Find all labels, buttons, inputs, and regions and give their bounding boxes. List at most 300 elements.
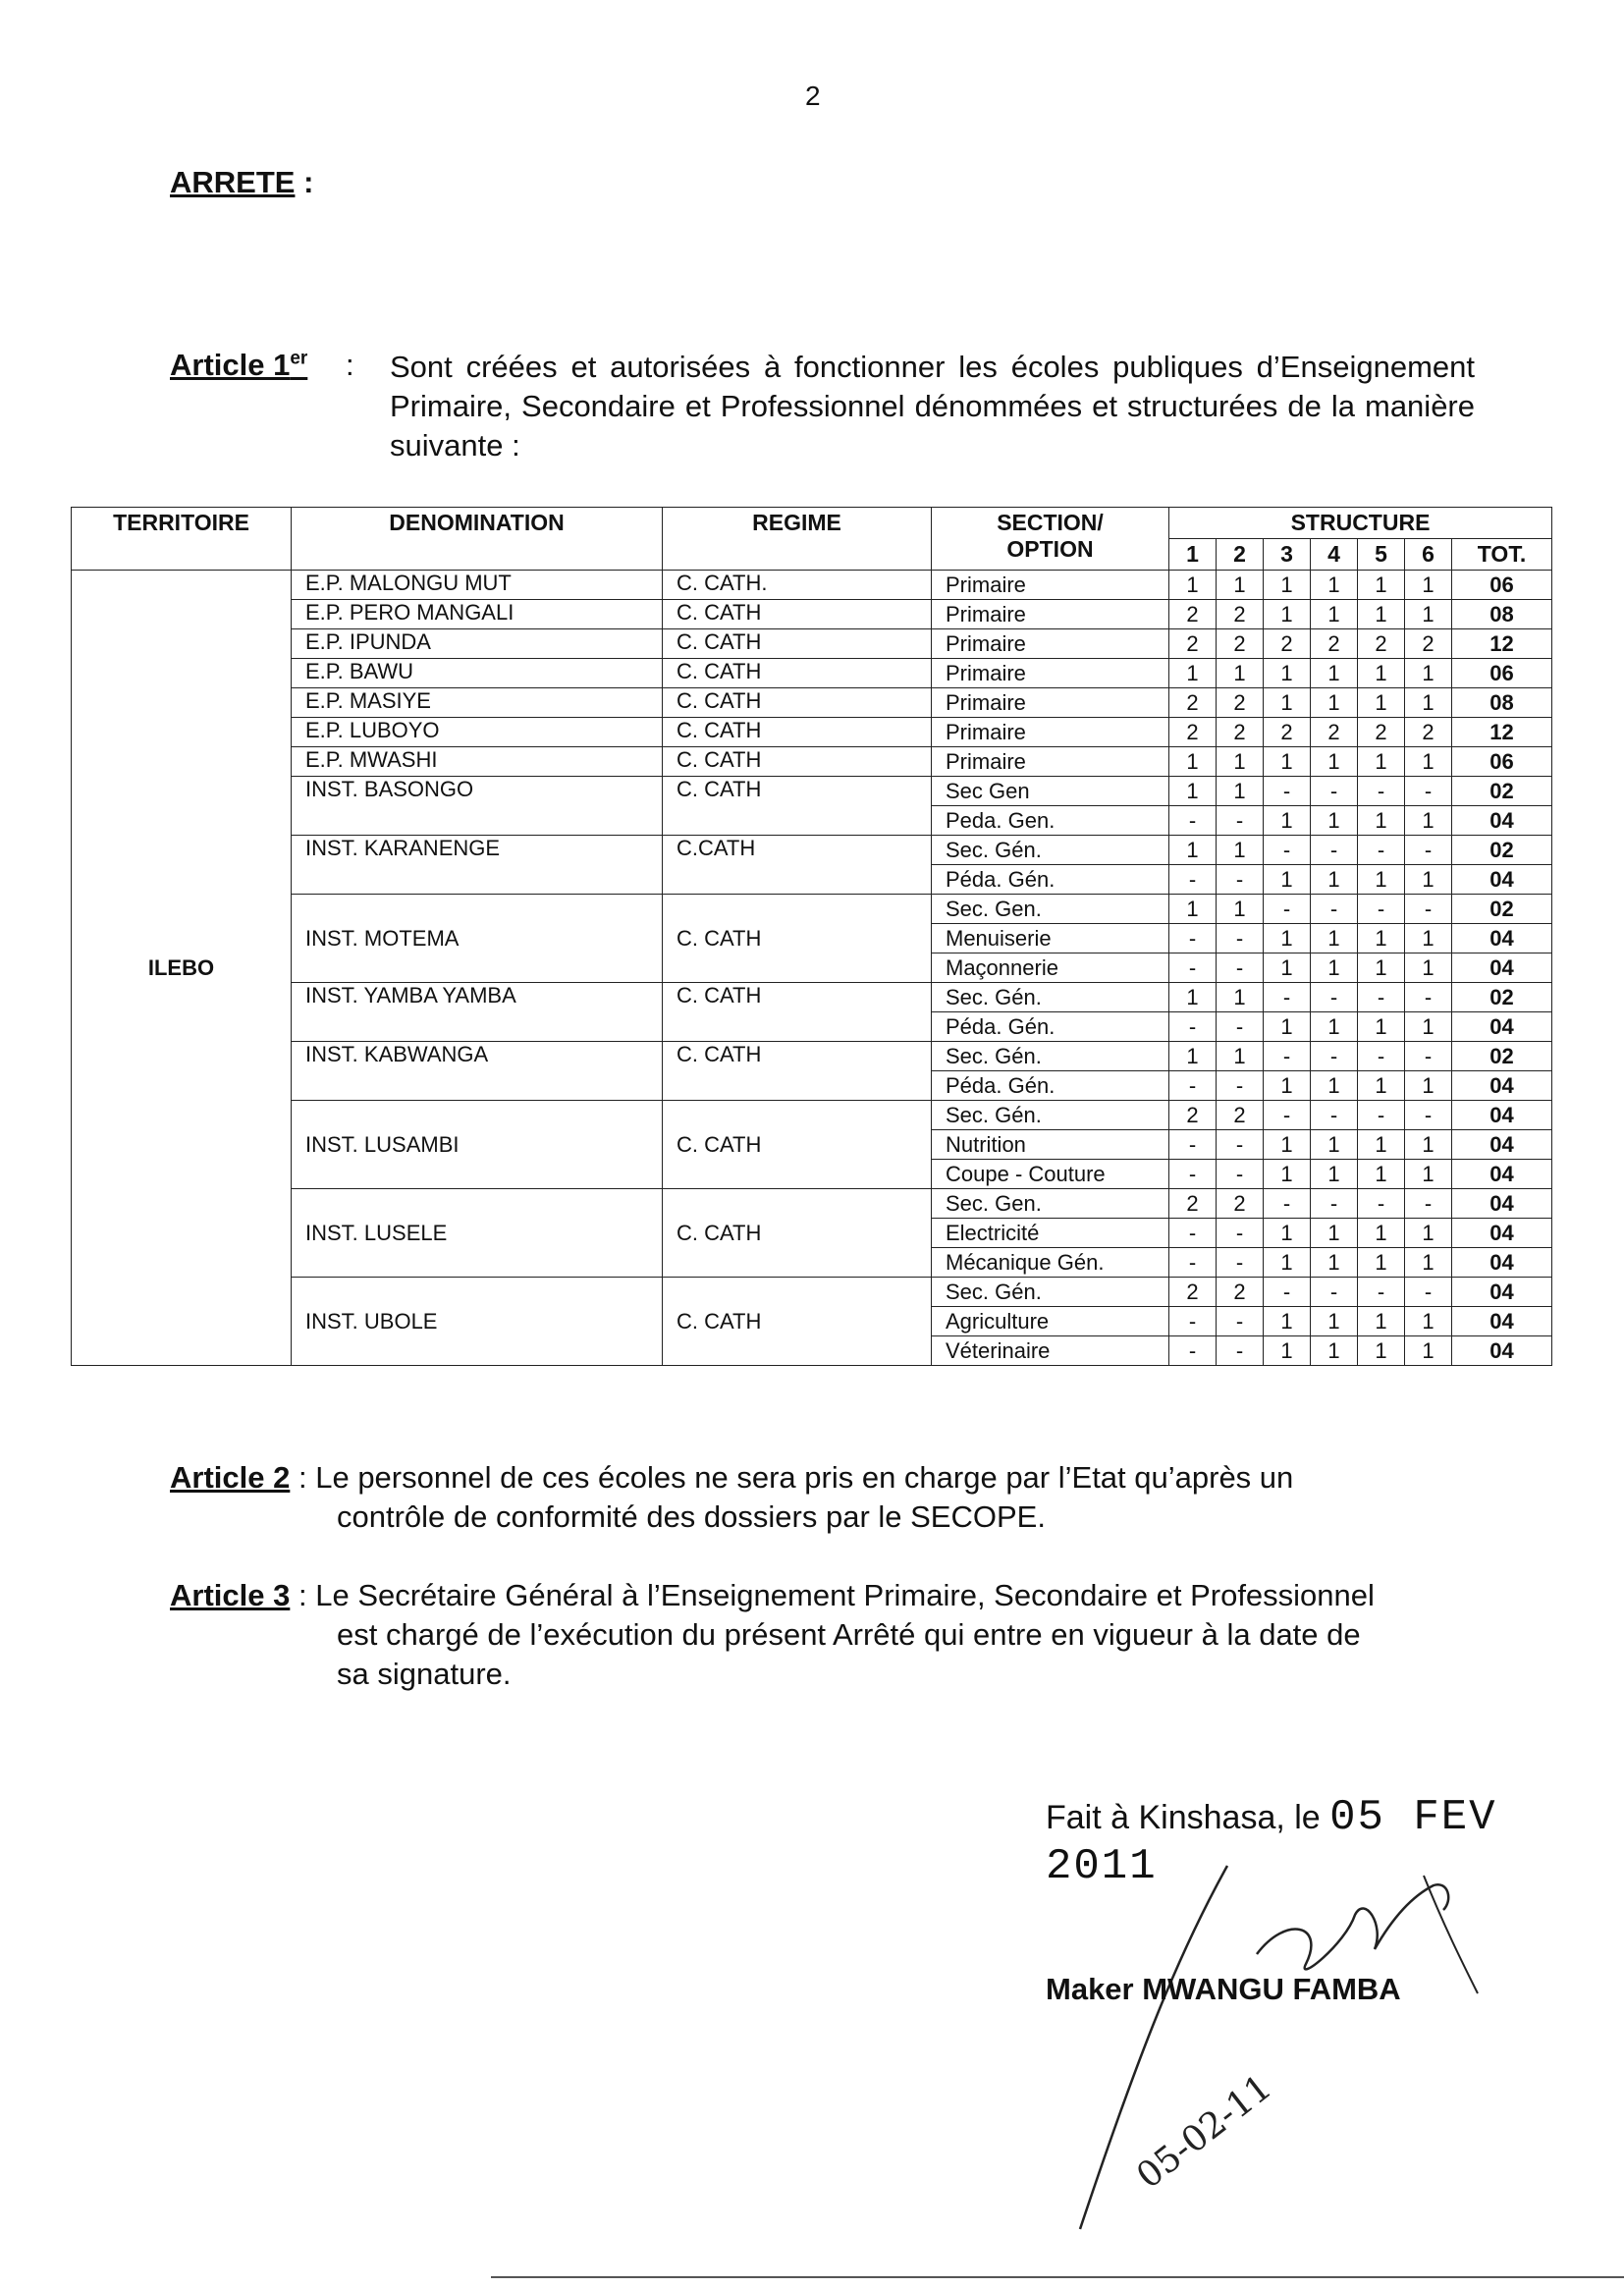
structure-value-cell: 1 xyxy=(1264,806,1311,836)
structure-value-cell: 2 xyxy=(1217,718,1264,747)
structure-value-cell: 2 xyxy=(1169,718,1217,747)
structure-value-cell: - xyxy=(1169,1130,1217,1160)
section-option-cell: Sec. Gen. xyxy=(932,895,1169,924)
structure-value-cell: 1 xyxy=(1358,747,1405,777)
signer-name: Maker MWANGU FAMBA xyxy=(1046,1972,1401,2006)
structure-value-cell: - xyxy=(1169,806,1217,836)
total-cell: 12 xyxy=(1452,718,1552,747)
regime-cell: C. CATH xyxy=(663,718,932,747)
regime-cell: C. CATH xyxy=(663,895,932,983)
school-name-cell: E.P. IPUNDA xyxy=(292,629,663,659)
article3-line3: sa signature. xyxy=(337,1657,512,1691)
structure-value-cell: 1 xyxy=(1405,1336,1452,1366)
section-option-cell: Péda. Gén. xyxy=(932,865,1169,895)
structure-value-cell: 2 xyxy=(1311,718,1358,747)
header-section-line1: SECTION/ xyxy=(997,510,1104,535)
structure-value-cell: 1 xyxy=(1264,1336,1311,1366)
structure-value-cell: 1 xyxy=(1217,659,1264,688)
structure-value-cell: 1 xyxy=(1405,924,1452,953)
section-option-cell: Véterinaire xyxy=(932,1336,1169,1366)
total-cell: 04 xyxy=(1452,1160,1552,1189)
article2-line1: Le personnel de ces écoles ne sera pris en charge par l’Etat qu’après un xyxy=(315,1460,1294,1495)
structure-value-cell: 1 xyxy=(1169,747,1217,777)
structure-value-cell: 2 xyxy=(1405,629,1452,659)
structure-value-cell: 1 xyxy=(1311,1160,1358,1189)
structure-value-cell: - xyxy=(1405,983,1452,1012)
structure-value-cell: 1 xyxy=(1311,571,1358,600)
total-cell: 02 xyxy=(1452,1042,1552,1071)
structure-value-cell: 1 xyxy=(1311,806,1358,836)
structure-value-cell: 2 xyxy=(1169,629,1217,659)
structure-value-cell: 1 xyxy=(1264,1012,1311,1042)
table-row xyxy=(72,1101,1552,1130)
structure-value-cell: - xyxy=(1405,836,1452,865)
structure-value-cell: 2 xyxy=(1358,629,1405,659)
school-name-cell: INST. LUSELE xyxy=(292,1189,663,1278)
handwritten-date: 05-02-11 xyxy=(1129,2067,1280,2198)
structure-value-cell: - xyxy=(1358,836,1405,865)
table-row xyxy=(72,747,1552,777)
structure-value-cell: 2 xyxy=(1169,1189,1217,1219)
structure-value-cell: 1 xyxy=(1217,895,1264,924)
section-option-cell: Primaire xyxy=(932,688,1169,718)
structure-value-cell: 1 xyxy=(1217,836,1264,865)
regime-cell: C. CATH. xyxy=(663,571,932,600)
school-name-cell: INST. MOTEMA xyxy=(292,895,663,983)
structure-value-cell: 1 xyxy=(1311,600,1358,629)
structure-value-cell: 1 xyxy=(1311,1336,1358,1366)
structure-value-cell: 1 xyxy=(1311,1248,1358,1278)
header-structure-col: 1 xyxy=(1169,539,1217,571)
structure-value-cell: - xyxy=(1311,1278,1358,1307)
structure-value-cell: 1 xyxy=(1358,659,1405,688)
structure-value-cell: - xyxy=(1264,1278,1311,1307)
structure-value-cell: 1 xyxy=(1264,600,1311,629)
structure-value-cell: - xyxy=(1169,1336,1217,1366)
structure-value-cell: - xyxy=(1311,895,1358,924)
table-row xyxy=(72,571,1552,600)
page-number: 2 xyxy=(805,81,821,111)
structure-value-cell: 1 xyxy=(1405,747,1452,777)
structure-value-cell: - xyxy=(1264,1101,1311,1130)
structure-value-cell: - xyxy=(1405,895,1452,924)
total-cell: 04 xyxy=(1452,1101,1552,1130)
table-row xyxy=(72,836,1552,865)
heading-colon: : xyxy=(303,165,314,199)
structure-value-cell: - xyxy=(1217,1307,1264,1336)
school-name-cell: INST. BASONGO xyxy=(292,777,663,836)
structure-value-cell: 1 xyxy=(1405,571,1452,600)
structure-value-cell: - xyxy=(1311,1189,1358,1219)
structure-value-cell: - xyxy=(1264,983,1311,1012)
regime-cell: C. CATH xyxy=(663,983,932,1042)
heading-text: ARRETE xyxy=(170,165,296,199)
structure-value-cell: 1 xyxy=(1311,1071,1358,1101)
structure-value-cell: 2 xyxy=(1217,688,1264,718)
structure-value-cell: 1 xyxy=(1405,1219,1452,1248)
header-section-option xyxy=(932,508,1169,571)
total-cell: 06 xyxy=(1452,571,1552,600)
structure-value-cell: 1 xyxy=(1405,688,1452,718)
structure-value-cell: 2 xyxy=(1264,718,1311,747)
structure-value-cell: - xyxy=(1311,1042,1358,1071)
section-option-cell: Mécanique Gén. xyxy=(932,1248,1169,1278)
place-text: Fait à Kinshasa, le xyxy=(1046,1799,1321,1836)
table-row xyxy=(72,983,1552,1012)
article3 xyxy=(170,1576,1486,1694)
structure-value-cell: - xyxy=(1358,777,1405,806)
section-option-cell: Sec. Gén. xyxy=(932,836,1169,865)
structure-value-cell: 1 xyxy=(1264,953,1311,983)
section-option-cell: Sec Gen xyxy=(932,777,1169,806)
section-option-cell: Electricité xyxy=(932,1219,1169,1248)
structure-value-cell: - xyxy=(1169,1160,1217,1189)
structure-value-cell: 1 xyxy=(1264,659,1311,688)
section-option-cell: Primaire xyxy=(932,718,1169,747)
school-name-cell: INST. KABWANGA xyxy=(292,1042,663,1101)
table-row xyxy=(72,1042,1552,1071)
structure-value-cell: 2 xyxy=(1405,718,1452,747)
structure-value-cell: 1 xyxy=(1358,924,1405,953)
school-name-cell: INST. LUSAMBI xyxy=(292,1101,663,1189)
section-option-cell: Primaire xyxy=(932,659,1169,688)
structure-value-cell: 1 xyxy=(1311,747,1358,777)
structure-value-cell: - xyxy=(1217,924,1264,953)
structure-value-cell: - xyxy=(1169,924,1217,953)
total-cell: 04 xyxy=(1452,1336,1552,1366)
total-cell: 12 xyxy=(1452,629,1552,659)
article3-line1: Le Secrétaire Général à l’Enseignement Primaire, Secondaire et Professionnel xyxy=(315,1578,1375,1612)
structure-value-cell: - xyxy=(1217,1071,1264,1101)
section-option-cell: Agriculture xyxy=(932,1307,1169,1336)
header-denomination: DENOMINATION xyxy=(292,508,663,571)
structure-value-cell: 2 xyxy=(1358,718,1405,747)
regime-cell: C. CATH xyxy=(663,1189,932,1278)
header-territoire: TERRITOIRE xyxy=(72,508,292,571)
regime-cell: C. CATH xyxy=(663,1042,932,1101)
structure-value-cell: - xyxy=(1169,865,1217,895)
structure-value-cell: 1 xyxy=(1358,865,1405,895)
header-section-line2: OPTION xyxy=(1006,536,1094,562)
regime-cell: C.CATH xyxy=(663,836,932,895)
section-option-cell: Péda. Gén. xyxy=(932,1071,1169,1101)
table-row xyxy=(72,777,1552,806)
table-row xyxy=(72,1189,1552,1219)
section-option-cell: Sec. Gen. xyxy=(932,1189,1169,1219)
school-name-cell: E.P. BAWU xyxy=(292,659,663,688)
structure-value-cell: - xyxy=(1264,1042,1311,1071)
structure-value-cell: 1 xyxy=(1264,924,1311,953)
school-name-cell: E.P. MALONGU MUT xyxy=(292,571,663,600)
structure-value-cell: 1 xyxy=(1311,659,1358,688)
total-cell: 08 xyxy=(1452,600,1552,629)
structure-value-cell: 1 xyxy=(1358,1071,1405,1101)
structure-value-cell: - xyxy=(1217,1012,1264,1042)
structure-value-cell: 1 xyxy=(1405,865,1452,895)
section-option-cell: Primaire xyxy=(932,747,1169,777)
table-row xyxy=(72,659,1552,688)
regime-cell: C. CATH xyxy=(663,629,932,659)
structure-value-cell: 1 xyxy=(1311,1219,1358,1248)
table-row xyxy=(72,718,1552,747)
structure-value-cell: 1 xyxy=(1358,1130,1405,1160)
structure-value-cell: - xyxy=(1311,836,1358,865)
school-name-cell: E.P. MWASHI xyxy=(292,747,663,777)
structure-value-cell: 1 xyxy=(1311,924,1358,953)
structure-value-cell: 1 xyxy=(1405,1248,1452,1278)
structure-value-cell: 1 xyxy=(1264,688,1311,718)
heading-arrete xyxy=(170,165,313,200)
structure-value-cell: 1 xyxy=(1358,1160,1405,1189)
structure-value-cell: 1 xyxy=(1405,953,1452,983)
structure-value-cell: - xyxy=(1217,1336,1264,1366)
structure-value-cell: - xyxy=(1405,1189,1452,1219)
table-row xyxy=(72,895,1552,924)
structure-value-cell: 1 xyxy=(1311,1012,1358,1042)
structure-value-cell: 1 xyxy=(1264,747,1311,777)
structure-value-cell: 1 xyxy=(1358,1012,1405,1042)
article3-colon: : xyxy=(298,1578,307,1612)
structure-value-cell: - xyxy=(1169,1307,1217,1336)
structure-value-cell: 2 xyxy=(1264,629,1311,659)
structure-value-cell: - xyxy=(1217,1219,1264,1248)
territory-cell: ILEBO xyxy=(72,571,292,1366)
total-cell: 04 xyxy=(1452,1012,1552,1042)
structure-value-cell: 1 xyxy=(1264,571,1311,600)
structure-value-cell: 1 xyxy=(1217,747,1264,777)
total-cell: 04 xyxy=(1452,1189,1552,1219)
structure-value-cell: 1 xyxy=(1358,1307,1405,1336)
section-option-cell: Peda. Gen. xyxy=(932,806,1169,836)
structure-value-cell: - xyxy=(1358,895,1405,924)
structure-value-cell: - xyxy=(1169,1219,1217,1248)
header-structure: STRUCTURE xyxy=(1169,508,1552,539)
school-name-cell: INST. UBOLE xyxy=(292,1278,663,1366)
structure-value-cell: - xyxy=(1217,953,1264,983)
section-option-cell: Sec. Gén. xyxy=(932,1042,1169,1071)
structure-value-cell: - xyxy=(1264,836,1311,865)
structure-value-cell: 1 xyxy=(1264,1130,1311,1160)
total-cell: 04 xyxy=(1452,1071,1552,1101)
section-option-cell: Maçonnerie xyxy=(932,953,1169,983)
structure-value-cell: 1 xyxy=(1169,836,1217,865)
school-name-cell: INST. KARANENGE xyxy=(292,836,663,895)
structure-value-cell: - xyxy=(1311,1101,1358,1130)
total-cell: 04 xyxy=(1452,924,1552,953)
structure-value-cell: 1 xyxy=(1358,688,1405,718)
structure-value-cell: 1 xyxy=(1169,659,1217,688)
structure-value-cell: 1 xyxy=(1405,1071,1452,1101)
section-option-cell: Coupe - Couture xyxy=(932,1160,1169,1189)
structure-value-cell: - xyxy=(1405,777,1452,806)
structure-value-cell: - xyxy=(1217,1160,1264,1189)
structure-value-cell: 1 xyxy=(1311,953,1358,983)
structure-value-cell: - xyxy=(1264,1189,1311,1219)
structure-value-cell: 1 xyxy=(1405,659,1452,688)
structure-value-cell: 2 xyxy=(1311,629,1358,659)
header-regime: REGIME xyxy=(663,508,932,571)
article1-text: Sont créées et autorisées à fonctionner les écoles publiques d’Enseignement Primaire, Secondaire et Professionnel dénommées et structurées de la manière suivante : xyxy=(390,350,1475,463)
bottom-divider xyxy=(491,2276,1624,2278)
article3-label: Article 3 xyxy=(170,1578,291,1612)
total-cell: 06 xyxy=(1452,747,1552,777)
article1-colon: : xyxy=(346,348,354,382)
structure-value-cell: 1 xyxy=(1405,1160,1452,1189)
regime-cell: C. CATH xyxy=(663,747,932,777)
structure-value-cell: - xyxy=(1264,895,1311,924)
total-cell: 04 xyxy=(1452,865,1552,895)
structure-value-cell: 1 xyxy=(1358,953,1405,983)
article1-label xyxy=(170,348,307,383)
total-cell: 04 xyxy=(1452,806,1552,836)
total-cell: 02 xyxy=(1452,895,1552,924)
structure-value-cell: 1 xyxy=(1169,777,1217,806)
header-structure-col: 6 xyxy=(1405,539,1452,571)
structure-value-cell: - xyxy=(1405,1042,1452,1071)
table-row xyxy=(72,600,1552,629)
total-cell: 06 xyxy=(1452,659,1552,688)
total-cell: 02 xyxy=(1452,983,1552,1012)
structure-value-cell: - xyxy=(1217,1248,1264,1278)
structure-value-cell: - xyxy=(1358,1042,1405,1071)
school-name-cell: INST. YAMBA YAMBA xyxy=(292,983,663,1042)
structure-value-cell: 1 xyxy=(1405,1130,1452,1160)
structure-value-cell: 1 xyxy=(1264,1160,1311,1189)
structure-value-cell: 2 xyxy=(1217,600,1264,629)
structure-value-cell: 1 xyxy=(1358,571,1405,600)
header-structure-col: TOT. xyxy=(1452,539,1552,571)
structure-value-cell: 1 xyxy=(1311,1307,1358,1336)
table-row xyxy=(72,629,1552,659)
header-structure-col: 4 xyxy=(1311,539,1358,571)
regime-cell: C. CATH xyxy=(663,600,932,629)
structure-value-cell: - xyxy=(1358,1278,1405,1307)
header-structure-col: 3 xyxy=(1264,539,1311,571)
structure-value-cell: 1 xyxy=(1358,806,1405,836)
section-option-cell: Menuiserie xyxy=(932,924,1169,953)
structure-value-cell: 1 xyxy=(1264,1071,1311,1101)
section-option-cell: Sec. Gén. xyxy=(932,1278,1169,1307)
school-name-cell: E.P. PERO MANGALI xyxy=(292,600,663,629)
structure-value-cell: 1 xyxy=(1217,777,1264,806)
total-cell: 04 xyxy=(1452,953,1552,983)
total-cell: 04 xyxy=(1452,1307,1552,1336)
structure-value-cell: - xyxy=(1217,806,1264,836)
structure-value-cell: - xyxy=(1358,1189,1405,1219)
total-cell: 04 xyxy=(1452,1278,1552,1307)
structure-value-cell: - xyxy=(1405,1278,1452,1307)
total-cell: 02 xyxy=(1452,777,1552,806)
structure-value-cell: 2 xyxy=(1217,1278,1264,1307)
structure-value-cell: 1 xyxy=(1405,806,1452,836)
structure-value-cell: 2 xyxy=(1169,688,1217,718)
structure-value-cell: 2 xyxy=(1217,629,1264,659)
article2-colon: : xyxy=(298,1460,307,1495)
structure-value-cell: - xyxy=(1358,1101,1405,1130)
structure-value-cell: 1 xyxy=(1405,1012,1452,1042)
regime-cell: C. CATH xyxy=(663,688,932,718)
structure-value-cell: 1 xyxy=(1358,600,1405,629)
structure-value-cell: 1 xyxy=(1264,1248,1311,1278)
school-name-cell: E.P. LUBOYO xyxy=(292,718,663,747)
structure-value-cell: 1 xyxy=(1217,571,1264,600)
structure-value-cell: 1 xyxy=(1311,865,1358,895)
structure-value-cell: 1 xyxy=(1264,1307,1311,1336)
structure-value-cell: 1 xyxy=(1169,895,1217,924)
structure-value-cell: - xyxy=(1169,1012,1217,1042)
regime-cell: C. CATH xyxy=(663,1278,932,1366)
section-option-cell: Sec. Gén. xyxy=(932,1101,1169,1130)
structure-value-cell: 1 xyxy=(1169,1042,1217,1071)
date-stamp: 05 FEV 2011 xyxy=(1046,1793,1497,1891)
section-option-cell: Nutrition xyxy=(932,1130,1169,1160)
structure-value-cell: 1 xyxy=(1311,1130,1358,1160)
structure-value-cell: - xyxy=(1217,1130,1264,1160)
structure-value-cell: - xyxy=(1358,983,1405,1012)
structure-value-cell: 1 xyxy=(1405,600,1452,629)
section-option-cell: Péda. Gén. xyxy=(932,1012,1169,1042)
structure-value-cell: 1 xyxy=(1169,571,1217,600)
regime-cell: C. CATH xyxy=(663,1101,932,1189)
section-option-cell: Primaire xyxy=(932,600,1169,629)
article2 xyxy=(170,1458,1486,1537)
article3-line2: est chargé de l’exécution du présent Arrêté qui entre en vigueur à la date de xyxy=(337,1617,1361,1652)
structure-value-cell: - xyxy=(1405,1101,1452,1130)
regime-cell: C. CATH xyxy=(663,659,932,688)
section-option-cell: Sec. Gén. xyxy=(932,983,1169,1012)
structure-value-cell: 1 xyxy=(1358,1219,1405,1248)
total-cell: 04 xyxy=(1452,1219,1552,1248)
structure-value-cell: 1 xyxy=(1311,688,1358,718)
total-cell: 04 xyxy=(1452,1130,1552,1160)
total-cell: 08 xyxy=(1452,688,1552,718)
regime-cell: C. CATH xyxy=(663,777,932,836)
section-option-cell: Primaire xyxy=(932,571,1169,600)
structure-value-cell: 1 xyxy=(1264,865,1311,895)
total-cell: 02 xyxy=(1452,836,1552,865)
structure-value-cell: - xyxy=(1217,865,1264,895)
structure-value-cell: 1 xyxy=(1358,1248,1405,1278)
structure-value-cell: 2 xyxy=(1169,600,1217,629)
article1-label-text: Article 1 xyxy=(170,348,291,382)
total-cell: 04 xyxy=(1452,1248,1552,1278)
structure-value-cell: - xyxy=(1311,983,1358,1012)
handwritten-signature xyxy=(1060,1856,1512,2268)
structure-value-cell: - xyxy=(1169,1071,1217,1101)
table-row xyxy=(72,1278,1552,1307)
article2-label: Article 2 xyxy=(170,1460,291,1495)
structure-value-cell: 1 xyxy=(1169,983,1217,1012)
structure-value-cell: 2 xyxy=(1169,1278,1217,1307)
section-option-cell: Primaire xyxy=(932,629,1169,659)
structure-value-cell: 2 xyxy=(1217,1101,1264,1130)
structure-value-cell: - xyxy=(1311,777,1358,806)
structure-value-cell: - xyxy=(1169,953,1217,983)
structure-value-cell: 2 xyxy=(1169,1101,1217,1130)
table-row xyxy=(72,688,1552,718)
structure-value-cell: 1 xyxy=(1217,1042,1264,1071)
structure-value-cell: - xyxy=(1169,1248,1217,1278)
structure-value-cell: 1 xyxy=(1358,1336,1405,1366)
school-name-cell: E.P. MASIYE xyxy=(292,688,663,718)
article1-label-sup: er xyxy=(290,348,308,369)
structure-value-cell: 1 xyxy=(1405,1307,1452,1336)
article2-line2: contrôle de conformité des dossiers par le SECOPE. xyxy=(337,1499,1046,1534)
structure-value-cell: 1 xyxy=(1217,983,1264,1012)
structure-value-cell: 2 xyxy=(1217,1189,1264,1219)
structure-value-cell: 1 xyxy=(1264,1219,1311,1248)
schools-table-body xyxy=(72,571,1552,1366)
